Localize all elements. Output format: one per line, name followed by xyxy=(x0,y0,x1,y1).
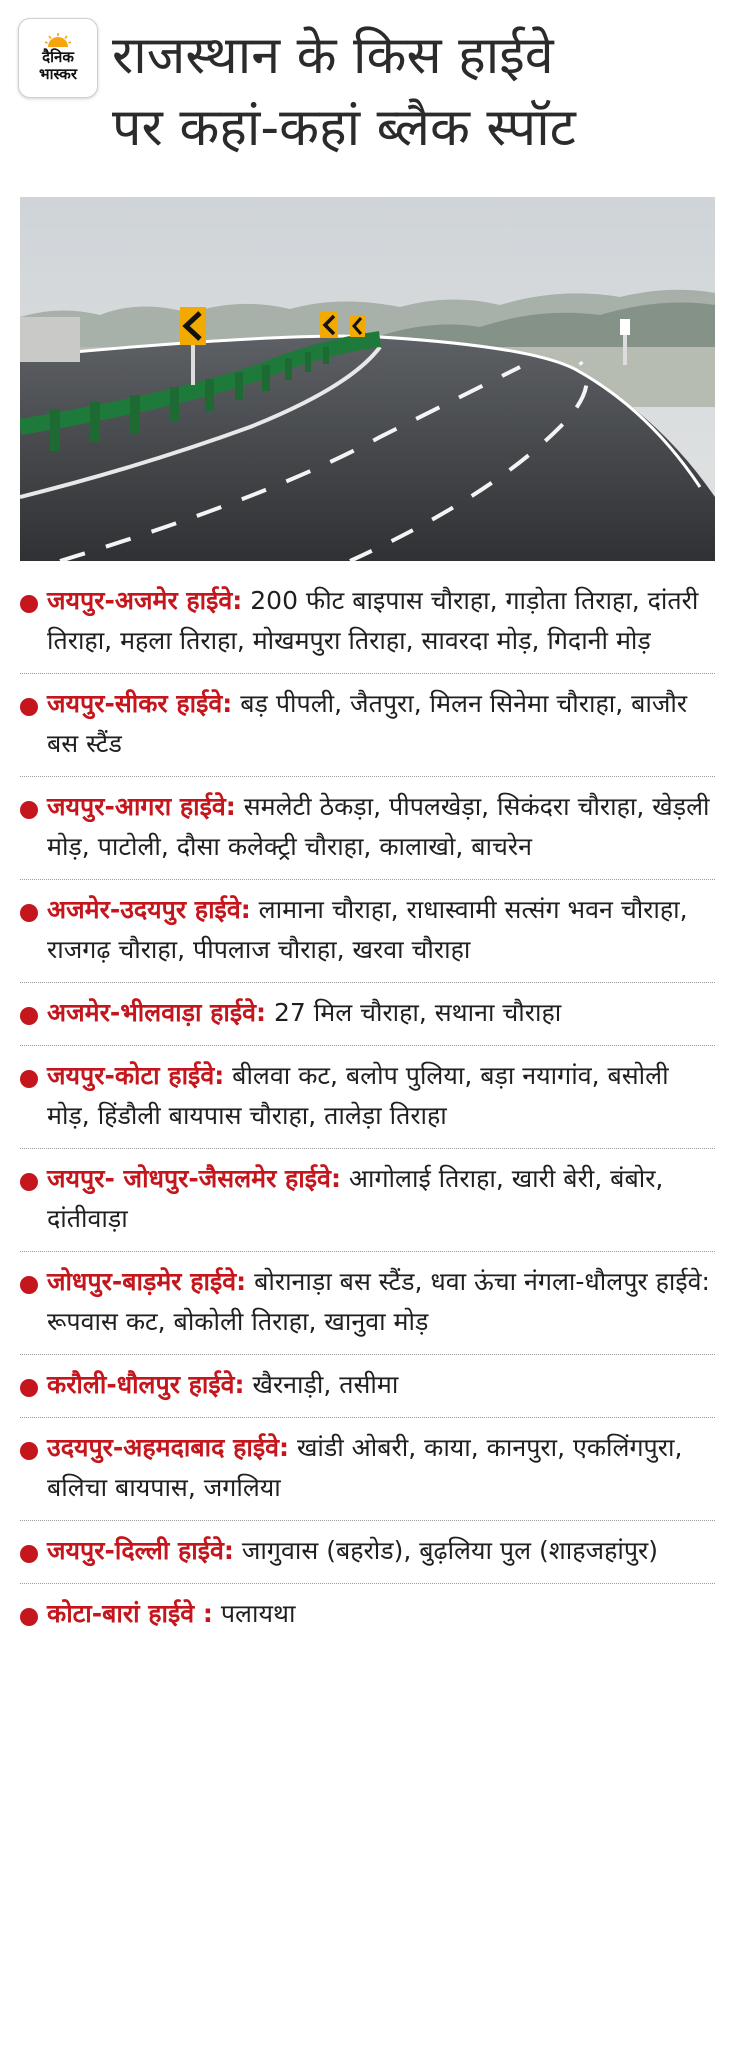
list-item xyxy=(20,1584,715,1646)
list-item-text xyxy=(47,684,715,764)
bullet-icon xyxy=(20,1070,38,1088)
black-spot-locations: 27 मिल चौराहा, सथाना चौराहा xyxy=(266,998,562,1027)
bullet-icon xyxy=(20,1442,38,1460)
list-item xyxy=(20,1418,715,1521)
highway-name: जयपुर-आगरा हाईवे: xyxy=(47,792,236,821)
list-item-text xyxy=(47,1594,295,1634)
highway-name: उदयपुर-अहमदाबाद हाईवे: xyxy=(47,1433,290,1462)
list-item-text xyxy=(47,1056,715,1136)
black-spot-locations: समलेटी ठेकड़ा, पीपलखेड़ा, सिकंदरा चौराहा, खेड़ली मोड़, पाटोली, दौसा कलेक्ट्री चौराहा, कालाखो, बाचरेन xyxy=(47,792,710,861)
black-spot-locations: लामाना चौराहा, राधास्वामी सत्संग भवन चौराहा, राजगढ़ चौराहा, पीपलाज चौराहा, खरवा चौराहा xyxy=(47,895,688,964)
bullet-icon xyxy=(20,595,38,613)
bullet-icon xyxy=(20,1276,38,1294)
list-item xyxy=(20,880,715,983)
bullet-icon xyxy=(20,1608,38,1626)
list-item-text xyxy=(47,1262,715,1342)
page-title xyxy=(112,20,720,164)
list-item xyxy=(20,1355,715,1418)
list-item xyxy=(20,777,715,880)
list-item xyxy=(20,1046,715,1149)
logo-line-2: भास्कर xyxy=(39,65,77,83)
highway-name: जयपुर-सीकर हाईवे: xyxy=(47,689,233,718)
highway-name: जयपुर-कोटा हाईवे: xyxy=(47,1061,225,1090)
highway-name: जयपुर- जोधपुर-जैसलमेर हाईवे: xyxy=(47,1164,341,1193)
list-item-text xyxy=(47,1159,715,1239)
highway-name: अजमेर-उदयपुर हाईवे: xyxy=(47,895,251,924)
black-spot-locations: बड़ पीपली, जैतपुरा, मिलन सिनेमा चौराहा, बाजौर बस स्टैंड xyxy=(47,689,688,758)
highway-name: करौली-धौलपुर हाईवे: xyxy=(47,1370,245,1399)
list-item-text xyxy=(47,1531,658,1571)
black-spot-locations: खांडी ओबरी, काया, कानपुरा, एकलिंगपुरा, बलिचा बायपास, जगलिया xyxy=(47,1433,683,1502)
highway-name: जयपुर-अजमेर हाईवे: xyxy=(47,586,243,615)
highway-curve-illustration xyxy=(20,197,715,561)
black-spot-list xyxy=(20,571,715,1646)
sun-icon xyxy=(45,33,71,47)
list-item xyxy=(20,983,715,1046)
title-line-2: पर कहां-कहां ब्लैक स्पॉट xyxy=(112,98,576,158)
list-item-text xyxy=(47,993,561,1033)
black-spot-locations: बीलवा कट, बलोप पुलिया, बड़ा नयागांव, बसोली मोड़, हिंडौली बायपास चौराहा, तालेड़ा तिराहा xyxy=(47,1061,669,1130)
highway-name: जोधपुर-बाड़मेर हाईवे: xyxy=(47,1267,247,1296)
black-spot-locations: खैरनाड़ी, तसीमा xyxy=(244,1370,399,1399)
bullet-icon xyxy=(20,1173,38,1191)
list-item-text xyxy=(47,890,715,970)
list-item-text xyxy=(47,1365,398,1405)
list-item-text xyxy=(47,581,715,661)
list-item xyxy=(20,674,715,777)
bullet-icon xyxy=(20,801,38,819)
highway-name: जयपुर-दिल्ली हाईवे: xyxy=(47,1536,234,1565)
black-spot-locations: आगोलाई तिराहा, खारी बेरी, बंबोर, दांतीवाड़ा xyxy=(47,1164,664,1233)
bullet-icon xyxy=(20,698,38,716)
black-spot-locations: 200 फीट बाइपास चौराहा, गाड़ोता तिराहा, दांतरी तिराहा, महला तिराहा, मोखमपुरा तिराहा, सावरदा मोड़, गिदानी मोड़ xyxy=(47,586,699,655)
black-spot-locations: जागुवास (बहरोड), बुढ़लिया पुल (शाहजहांपुर) xyxy=(233,1536,659,1565)
list-item xyxy=(20,1149,715,1252)
list-item xyxy=(20,571,715,674)
list-item-text xyxy=(47,787,715,867)
logo-line-1: दैनिक xyxy=(42,48,74,66)
bullet-icon xyxy=(20,1379,38,1397)
list-item xyxy=(20,1521,715,1584)
bullet-icon xyxy=(20,1545,38,1563)
list-item xyxy=(20,1252,715,1355)
bullet-icon xyxy=(20,904,38,922)
dainik-bhaskar-logo[interactable] xyxy=(18,18,98,98)
header xyxy=(0,0,730,200)
list-item-text xyxy=(47,1428,715,1508)
bullet-icon xyxy=(20,1007,38,1025)
black-spot-locations: पलायथा xyxy=(212,1599,296,1628)
black-spot-locations: बोरानाड़ा बस स्टैंड, धवा ऊंचा नंगला-धौलपुर हाईवे: रूपवास कट, बोकोली तिराहा, खानुवा मोड़ xyxy=(47,1267,710,1336)
highway-name: अजमेर-भीलवाड़ा हाईवे: xyxy=(47,998,267,1027)
highway-photo xyxy=(20,197,715,561)
title-line-1: राजस्थान के किस हाईवे xyxy=(112,26,554,86)
highway-name: कोटा-बारां हाईवे : xyxy=(47,1599,213,1628)
